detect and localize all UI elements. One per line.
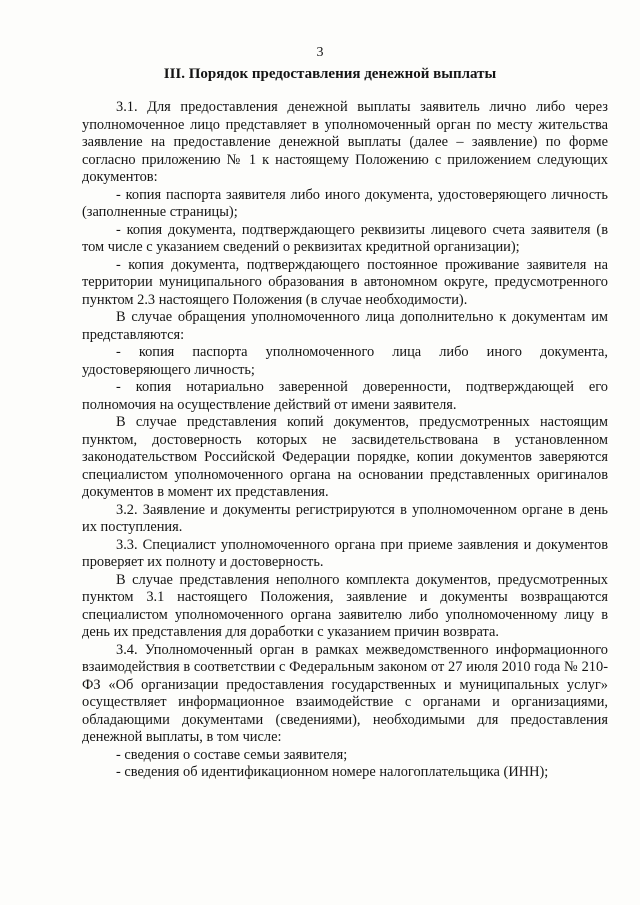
list-item: - копия документа, подтверждающего реквизиты лицевого счета заявителя (в том числе с указанием сведений о реквизитах кредитной организации); <box>82 221 608 255</box>
paragraph-3-4: 3.4. Уполномоченный орган в рамках межведомственного информационного взаимодействия в соответствии с Федеральным законом от 27 июля 2010 года № 210-ФЗ «Об организации предоставления государственных и муниципальных услуг» осуществляет информационное взаимодействие с органами и организациями, обладающими документами (сведениями), необходимыми для предоставления денежной выплаты, в том числе: <box>82 641 608 745</box>
paragraph-3-2: 3.2. Заявление и документы регистрируются в уполномоченном органе в день их поступления. <box>82 501 608 535</box>
paragraph-3-3: 3.3. Специалист уполномоченного органа при приеме заявления и документов проверяет их полноту и достоверность. <box>82 536 608 570</box>
page-number: 3 <box>316 45 324 60</box>
list-item: - сведения о составе семьи заявителя; <box>116 746 348 763</box>
list-item: - копия паспорта уполномоченного лица либо иного документа, удостоверяющего личность; <box>82 344 608 378</box>
list-item: - копия паспорта заявителя либо иного документа, удостоверяющего личность (заполненные страницы); <box>82 186 608 220</box>
paragraph: В случае представления копий документов, предусмотренных настоящим пунктом, достоверность которых не засвидетельствована в установленном законодательством Российской Федерации порядке, копии документов заверяются специалистом уполномоченного органа на основании представленных оригиналов документов в момент их представления. <box>82 414 608 500</box>
paragraph: В случае представления неполного комплекта документов, предусмотренных пунктом 3.1 настоящего Положения, заявление и документы возвращаются специалистом уполномоченного органа заявителю либо уполномоченному лицу в день их представления для доработки с указанием причин возврата. <box>82 571 608 640</box>
paragraph: В случае обращения уполномоченного лица дополнительно к документам им представляются: <box>82 309 608 343</box>
list-item: - копия нотариально заверенной доверенности, подтверждающей его полномочия на осуществление действий от имени заявителя. <box>82 379 608 413</box>
document-body <box>82 99 608 782</box>
list-item: - копия документа, подтверждающего постоянное проживание заявителя на территории муниципального образования в автономном округе, предусмотренного пунктом 2.3 настоящего Положения (в случае необходимости). <box>82 256 608 308</box>
list-item: - сведения об идентификационном номере налогоплательщика (ИНН); <box>116 764 549 780</box>
section-title: III. Порядок предоставления денежной выплаты <box>163 66 497 82</box>
paragraph-3-1: 3.1. Для предоставления денежной выплаты заявитель лично либо через уполномоченное лицо представляет в уполномоченный орган по месту жительства заявление на предоставление денежной выплаты (далее – заявление) по форме согласно приложению № 1 к настоящему Положению с приложением следующих документов: <box>82 99 608 185</box>
